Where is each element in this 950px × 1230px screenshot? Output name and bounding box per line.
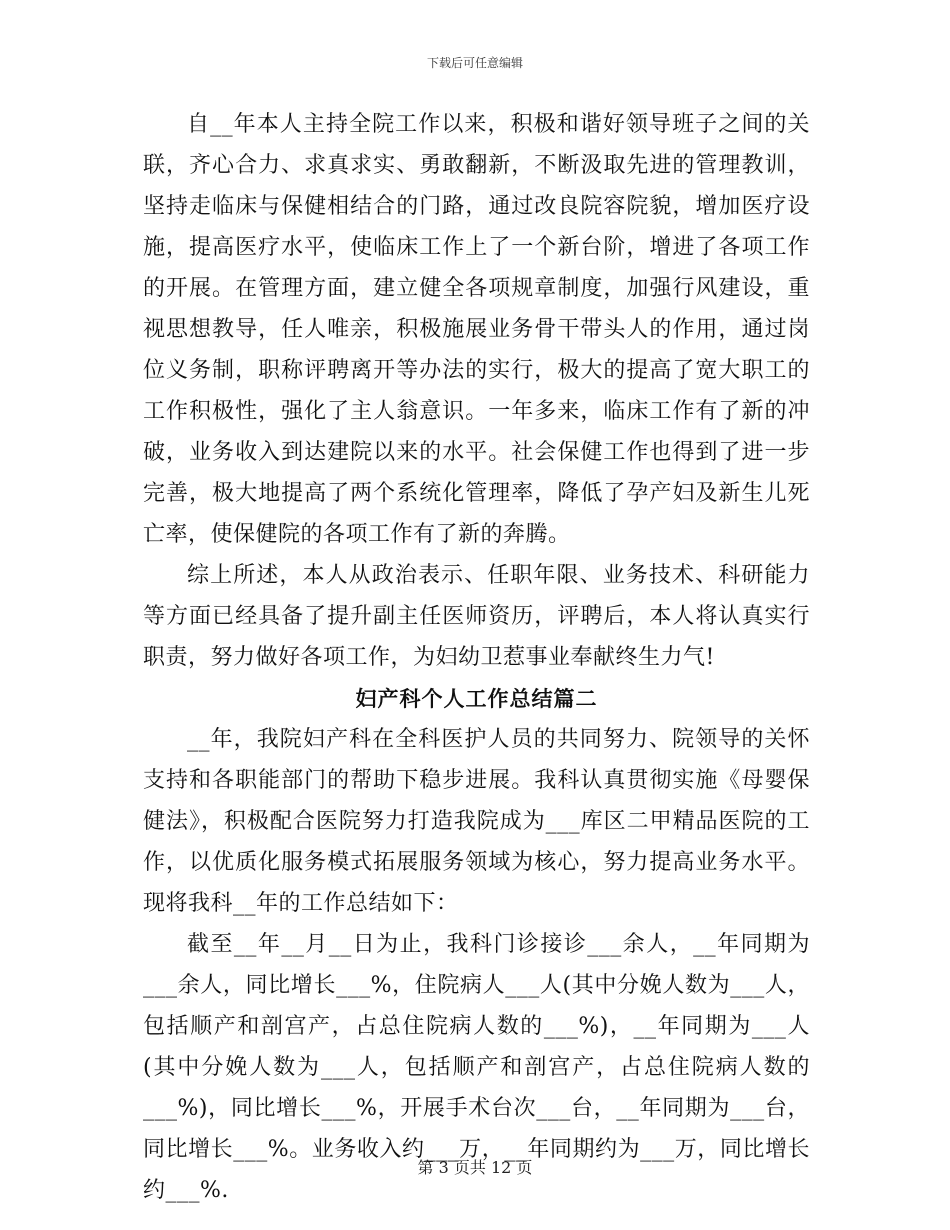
body-paragraph-2: 综上所述，本人从政治表示、任职年限、业务技术、科研能力等方面已经具备了提升副主任医师资历，评聘后，本人将认真实行职责，努力做好各项工作，为妇幼卫惹事业奉献终生力气!	[143, 563, 810, 670]
body-paragraph-1: 自__年本人主持全院工作以来，积极和谐好领导班子之间的关联，齐心合力、求真求实、勇敢翻新，不断汲取先进的管理教训，坚持走临床与保健相结合的门路，通过改良院容院貌，增加医疗设施，提高医疗水平，使临床工作上了一个新台阶，增进了各项工作的开展。在管理方面，建立健全各项规章制度，加强行风建设，重视思想教导，任人唯亲，积极施展业务骨干带头人的作用，通过岗位义务制，职称评聘离开等办法的实行，极大的提高了宽大职工的工作积极性，强化了主人翁意识。一年多来，临床工作有了新的冲破，业务收入到达建院以来的水平。社会保健工作也得到了进一步完善，极大地提高了两个系统化管理率，降低了孕产妇及新生儿死亡率，使保健院的各项工作有了新的奔腾。	[143, 112, 810, 547]
page-number: 第 3 页共 12 页	[417, 1158, 533, 1177]
header-note: 下载后可任意编辑	[426, 56, 523, 70]
section-title: 妇产科个人工作总结篇二	[355, 686, 598, 711]
body-paragraph-4: 截至__年__月__日为止，我科门诊接诊___余人，__年同期为___余人，同比增长___%，住院病人___人(其中分娩人数为___人，包括顺产和剖宫产，占总住院病人数的___%)，__年同期为___人(其中分娩人数为___人，包括顺产和剖宫产，占总住院病人数的___%)，同比增长___%，开展手术台次___台，__年同期为___台，同比增长___%。业务收入约___万，__年同期约为___万，同比增长约___%.	[143, 932, 810, 1203]
document-body	[143, 104, 810, 1211]
body-paragraph-3: __年，我院妇产科在全科医护人员的共同努力、院领导的关怀支持和各职能部门的帮助下稳步进展。我科认真贯彻实施《母婴保健法》，积极配合医院努力打造我院成为___库区二甲精品医院的工作，以优质化服务模式拓展服务领域为核心，努力提高业务水平。现将我科__年的工作总结如下：	[143, 727, 810, 916]
